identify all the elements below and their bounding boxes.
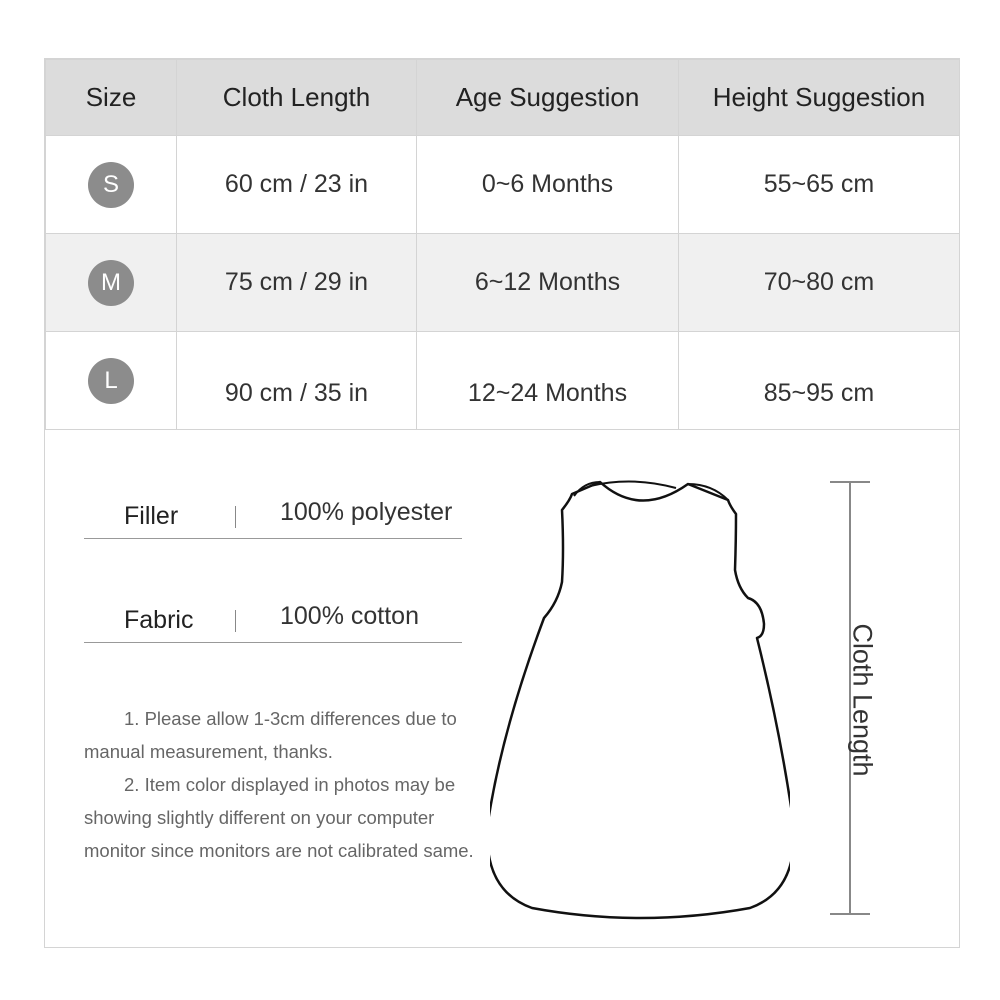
notes-block bbox=[84, 702, 484, 867]
cloth-length-cell: 60 cm / 23 in bbox=[177, 136, 417, 234]
spec-value: 100% cotton bbox=[280, 602, 419, 630]
cloth-length-label: Cloth Length bbox=[847, 623, 878, 777]
height-cell: 55~65 cm bbox=[679, 136, 960, 234]
spec-divider bbox=[235, 506, 236, 528]
size-cell bbox=[46, 234, 177, 332]
note-item: 1. Please allow 1-3cm differences due to manual measurement, thanks. bbox=[84, 708, 457, 762]
table-row bbox=[46, 332, 960, 430]
sleeping-bag-outline-icon bbox=[490, 470, 790, 930]
size-cell bbox=[46, 136, 177, 234]
height-cell: 85~95 cm bbox=[679, 332, 960, 430]
spec-row-fabric bbox=[84, 602, 462, 643]
table-row bbox=[46, 136, 960, 234]
height-cell: 70~80 cm bbox=[679, 234, 960, 332]
table-row bbox=[46, 234, 960, 332]
header-cloth-length: Cloth Length bbox=[177, 60, 417, 136]
header-height-suggestion: Height Suggestion bbox=[679, 60, 960, 136]
spec-label: Fabric bbox=[124, 606, 194, 634]
table-header-row bbox=[46, 60, 960, 136]
cloth-length-cell: 90 cm / 35 in bbox=[177, 332, 417, 430]
note-item: 2. Item color displayed in photos may be showing slightly different on your computer monitor since monitors are not calibrated same. bbox=[84, 774, 474, 861]
size-cell bbox=[46, 332, 177, 430]
age-cell: 6~12 Months bbox=[417, 234, 679, 332]
spec-value: 100% polyester bbox=[280, 498, 453, 526]
age-cell: 12~24 Months bbox=[417, 332, 679, 430]
header-size: Size bbox=[46, 60, 177, 136]
age-cell: 0~6 Months bbox=[417, 136, 679, 234]
header-age-suggestion: Age Suggestion bbox=[417, 60, 679, 136]
spec-divider bbox=[235, 610, 236, 632]
size-badge-s: S bbox=[88, 162, 134, 208]
size-badge-l: L bbox=[88, 358, 134, 404]
size-badge-m: M bbox=[88, 260, 134, 306]
cloth-length-cell: 75 cm / 29 in bbox=[177, 234, 417, 332]
spec-label: Filler bbox=[124, 502, 179, 530]
spec-row-filler bbox=[84, 498, 462, 539]
size-table bbox=[45, 59, 960, 430]
